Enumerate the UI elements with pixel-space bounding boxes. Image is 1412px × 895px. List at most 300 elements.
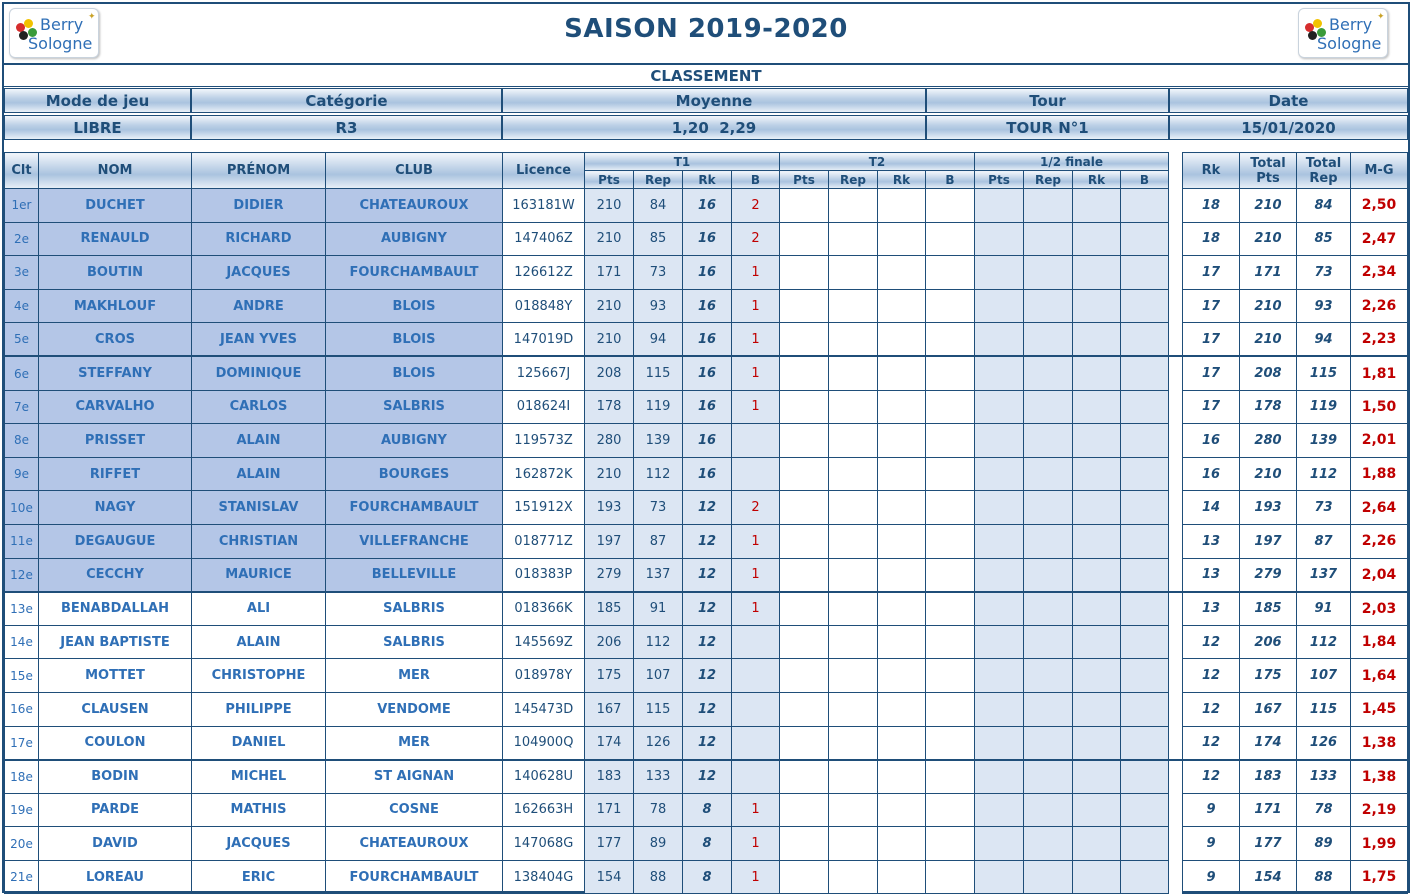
semi-pts-cell [975, 222, 1024, 256]
prenom-cell: ALAIN [192, 424, 326, 458]
value-tour: TOUR N°1 [926, 115, 1169, 140]
prenom-cell: ALAIN [192, 457, 326, 491]
club-cell: AUBIGNY [326, 424, 503, 458]
col-header-t1: T1 [585, 153, 780, 171]
t1-rep-cell: 107 [634, 659, 683, 693]
ranking-table [4, 152, 1408, 894]
prenom-cell: CHRISTOPHE [192, 659, 326, 693]
total-rep-cell: 94 [1297, 323, 1351, 357]
rank-cell: 7e [5, 390, 39, 424]
t2-pts-cell [780, 592, 829, 626]
mg-cell: 1,99 [1351, 827, 1408, 861]
t2-b-cell [926, 256, 975, 290]
semi-pts-cell [975, 827, 1024, 861]
prenom-cell: ANDRE [192, 289, 326, 323]
rank-cell: 19e [5, 793, 39, 827]
total-pts-cell: 279 [1240, 558, 1297, 592]
column-gap [1169, 860, 1183, 894]
semi-b-cell [1121, 793, 1169, 827]
label-moyenne: Moyenne [502, 88, 926, 113]
t2-rk-cell [878, 625, 926, 659]
label-categorie: Catégorie [191, 88, 502, 113]
semi-pts-cell [975, 491, 1024, 525]
licence-cell: 119573Z [503, 424, 585, 458]
total-pts-cell: 185 [1240, 592, 1297, 626]
t1-pts-cell: 171 [585, 256, 634, 290]
t2-rep-cell [829, 726, 878, 760]
t1-rep-cell: 88 [634, 860, 683, 894]
semi-b-cell [1121, 390, 1169, 424]
prenom-cell: DOMINIQUE [192, 356, 326, 390]
table-row [5, 692, 1408, 726]
total-rep-cell: 93 [1297, 289, 1351, 323]
col-header-t1-rk: Rk [683, 171, 732, 189]
club-cell: BLOIS [326, 356, 503, 390]
rank-cell: 9e [5, 457, 39, 491]
column-gap [1169, 289, 1183, 323]
club-cell: BLOIS [326, 323, 503, 357]
t1-rk-cell: 16 [683, 457, 732, 491]
nom-cell: LOREAU [39, 860, 192, 894]
col-header-t1-pts: Pts [585, 171, 634, 189]
mg-cell: 1,38 [1351, 760, 1408, 794]
t1-rk-cell: 12 [683, 760, 732, 794]
prenom-cell: RICHARD [192, 222, 326, 256]
semi-pts-cell [975, 860, 1024, 894]
table-row [5, 592, 1408, 626]
t1-pts-cell: 210 [585, 189, 634, 223]
t2-rep-cell [829, 760, 878, 794]
total-pts-cell: 183 [1240, 760, 1297, 794]
licence-cell: 018978Y [503, 659, 585, 693]
nom-cell: NAGY [39, 491, 192, 525]
prenom-cell: ALAIN [192, 625, 326, 659]
table-row [5, 760, 1408, 794]
t2-rk-cell [878, 457, 926, 491]
t2-b-cell [926, 659, 975, 693]
semi-rk-cell [1073, 256, 1121, 290]
rank-cell: 20e [5, 827, 39, 861]
column-gap [1169, 491, 1183, 525]
rank-cell: 6e [5, 356, 39, 390]
semi-rk-cell [1073, 760, 1121, 794]
table-row [5, 289, 1408, 323]
t2-pts-cell [780, 457, 829, 491]
club-cell: AUBIGNY [326, 222, 503, 256]
t1-rep-cell: 115 [634, 356, 683, 390]
club-cell: VILLEFRANCHE [326, 524, 503, 558]
mg-cell: 2,26 [1351, 289, 1408, 323]
t2-rk-cell [878, 491, 926, 525]
rk-total-cell: 12 [1183, 760, 1240, 794]
column-gap [1169, 726, 1183, 760]
semi-pts-cell [975, 289, 1024, 323]
t1-pts-cell: 175 [585, 659, 634, 693]
semi-b-cell [1121, 760, 1169, 794]
table-row [5, 189, 1408, 223]
semi-b-cell [1121, 323, 1169, 357]
mg-cell: 1,38 [1351, 726, 1408, 760]
semi-rk-cell [1073, 860, 1121, 894]
club-cell: FOURCHAMBAULT [326, 491, 503, 525]
semi-rk-cell [1073, 692, 1121, 726]
column-gap [1169, 424, 1183, 458]
rk-total-cell: 12 [1183, 659, 1240, 693]
total-pts-cell: 154 [1240, 860, 1297, 894]
t1-rep-cell: 139 [634, 424, 683, 458]
licence-cell: 018624I [503, 390, 585, 424]
semi-b-cell [1121, 659, 1169, 693]
club-cell: MER [326, 726, 503, 760]
total-pts-cell: 197 [1240, 524, 1297, 558]
t2-rep-cell [829, 323, 878, 357]
prenom-cell: JACQUES [192, 256, 326, 290]
t1-b-cell: 1 [732, 256, 780, 290]
column-gap [1169, 323, 1183, 357]
t2-rep-cell [829, 793, 878, 827]
berry-sologne-logo-left [9, 8, 99, 58]
semi-pts-cell [975, 659, 1024, 693]
semi-rep-cell [1024, 860, 1073, 894]
t1-b-cell: 2 [732, 189, 780, 223]
licence-cell: 018366K [503, 592, 585, 626]
total-rep-cell: 107 [1297, 659, 1351, 693]
club-cell: SALBRIS [326, 625, 503, 659]
prenom-cell: DANIEL [192, 726, 326, 760]
rk-total-cell: 9 [1183, 793, 1240, 827]
t1-rep-cell: 73 [634, 256, 683, 290]
licence-cell: 145473D [503, 692, 585, 726]
rank-cell: 13e [5, 592, 39, 626]
t2-pts-cell [780, 222, 829, 256]
t2-rep-cell [829, 356, 878, 390]
t2-rep-cell [829, 457, 878, 491]
value-date: 15/01/2020 [1169, 115, 1408, 140]
club-cell: BELLEVILLE [326, 558, 503, 592]
semi-rk-cell [1073, 524, 1121, 558]
semi-rep-cell [1024, 592, 1073, 626]
total-rep-cell: 73 [1297, 491, 1351, 525]
prenom-cell: ALI [192, 592, 326, 626]
t1-pts-cell: 210 [585, 222, 634, 256]
t1-b-cell: 1 [732, 592, 780, 626]
t2-rk-cell [878, 323, 926, 357]
t2-pts-cell [780, 491, 829, 525]
licence-cell: 147406Z [503, 222, 585, 256]
t2-rk-cell [878, 256, 926, 290]
section-title: CLASSEMENT [650, 67, 762, 85]
t1-b-cell: 1 [732, 390, 780, 424]
table-row [5, 793, 1408, 827]
semi-b-cell [1121, 827, 1169, 861]
t1-rep-cell: 137 [634, 558, 683, 592]
semi-rk-cell [1073, 289, 1121, 323]
logo-star-icon: ✦ [88, 12, 96, 22]
column-gap [1169, 827, 1183, 861]
semi-rk-cell [1073, 323, 1121, 357]
semi-rep-cell [1024, 793, 1073, 827]
t1-rk-cell: 16 [683, 289, 732, 323]
page-title: SAISON 2019-2020 [564, 14, 848, 44]
licence-cell: 151912X [503, 491, 585, 525]
nom-cell: BODIN [39, 760, 192, 794]
col-header-semi-finale: 1/2 finale [975, 153, 1169, 171]
club-cell: CHATEAUROUX [326, 189, 503, 223]
t1-rep-cell: 78 [634, 793, 683, 827]
total-rep-cell: 115 [1297, 692, 1351, 726]
t2-rk-cell [878, 390, 926, 424]
t2-pts-cell [780, 760, 829, 794]
rk-total-cell: 13 [1183, 558, 1240, 592]
semi-b-cell [1121, 491, 1169, 525]
t1-b-cell [732, 457, 780, 491]
table-row [5, 256, 1408, 290]
rk-total-cell: 17 [1183, 256, 1240, 290]
column-gap [1169, 793, 1183, 827]
logo-word-berry: Berry [1329, 15, 1373, 34]
nom-cell: DEGAUGUE [39, 524, 192, 558]
rk-total-cell: 9 [1183, 827, 1240, 861]
t2-pts-cell [780, 256, 829, 290]
t1-rep-cell: 126 [634, 726, 683, 760]
t2-rk-cell [878, 793, 926, 827]
t2-b-cell [926, 760, 975, 794]
value-categorie: R3 [191, 115, 502, 140]
t2-b-cell [926, 457, 975, 491]
col-header-clt: Clt [5, 153, 39, 189]
total-pts-cell: 210 [1240, 289, 1297, 323]
semi-b-cell [1121, 625, 1169, 659]
club-cell: FOURCHAMBAULT [326, 860, 503, 894]
total-rep-cell: 73 [1297, 256, 1351, 290]
nom-cell: COULON [39, 726, 192, 760]
table-row [5, 390, 1408, 424]
t1-rep-cell: 84 [634, 189, 683, 223]
total-rep-cell: 115 [1297, 356, 1351, 390]
column-gap [1169, 760, 1183, 794]
rank-cell: 8e [5, 424, 39, 458]
t2-b-cell [926, 692, 975, 726]
total-rep-cell: 88 [1297, 860, 1351, 894]
t2-pts-cell [780, 356, 829, 390]
t2-b-cell [926, 189, 975, 223]
semi-rep-cell [1024, 726, 1073, 760]
mg-cell: 2,34 [1351, 256, 1408, 290]
licence-cell: 147019D [503, 323, 585, 357]
licence-cell: 145569Z [503, 625, 585, 659]
semi-rep-cell [1024, 189, 1073, 223]
total-pts-cell: 171 [1240, 793, 1297, 827]
t2-pts-cell [780, 390, 829, 424]
total-pts-cell: 210 [1240, 222, 1297, 256]
semi-b-cell [1121, 860, 1169, 894]
semi-rep-cell [1024, 524, 1073, 558]
t2-b-cell [926, 356, 975, 390]
total-pts-cell: 175 [1240, 659, 1297, 693]
t2-b-cell [926, 592, 975, 626]
prenom-cell: JACQUES [192, 827, 326, 861]
t2-pts-cell [780, 625, 829, 659]
t2-rep-cell [829, 692, 878, 726]
t2-b-cell [926, 390, 975, 424]
nom-cell: PRISSET [39, 424, 192, 458]
t2-rk-cell [878, 760, 926, 794]
nom-cell: STEFFANY [39, 356, 192, 390]
t1-rk-cell: 16 [683, 189, 732, 223]
total-pts-cell: 208 [1240, 356, 1297, 390]
rk-total-cell: 17 [1183, 323, 1240, 357]
column-gap [1169, 356, 1183, 390]
t1-rep-cell: 133 [634, 760, 683, 794]
semi-rk-cell [1073, 659, 1121, 693]
semi-b-cell [1121, 457, 1169, 491]
col-header-t1-b: B [732, 171, 780, 189]
rk-total-cell: 16 [1183, 424, 1240, 458]
total-rep-cell: 85 [1297, 222, 1351, 256]
t1-pts-cell: 174 [585, 726, 634, 760]
col-header-t2: T2 [780, 153, 975, 171]
semi-rk-cell [1073, 189, 1121, 223]
t2-b-cell [926, 558, 975, 592]
table-row [5, 860, 1408, 894]
semi-pts-cell [975, 390, 1024, 424]
t2-pts-cell [780, 323, 829, 357]
table-row [5, 323, 1408, 357]
t1-rk-cell: 8 [683, 860, 732, 894]
semi-rep-cell [1024, 457, 1073, 491]
semi-pts-cell [975, 256, 1024, 290]
club-cell: VENDOME [326, 692, 503, 726]
t2-rep-cell [829, 390, 878, 424]
t2-b-cell [926, 625, 975, 659]
col-header-licence: Licence [503, 153, 585, 189]
semi-rk-cell [1073, 625, 1121, 659]
rank-cell: 2e [5, 222, 39, 256]
rk-total-cell: 17 [1183, 390, 1240, 424]
column-gap [1169, 558, 1183, 592]
t2-rep-cell [829, 222, 878, 256]
t2-rep-cell [829, 592, 878, 626]
t1-rep-cell: 94 [634, 323, 683, 357]
t1-rk-cell: 16 [683, 390, 732, 424]
nom-cell: PARDE [39, 793, 192, 827]
total-rep-cell: 112 [1297, 457, 1351, 491]
t1-b-cell: 1 [732, 323, 780, 357]
t1-rk-cell: 12 [683, 659, 732, 693]
t2-rep-cell [829, 860, 878, 894]
t1-rep-cell: 112 [634, 625, 683, 659]
semi-rep-cell [1024, 760, 1073, 794]
t2-rep-cell [829, 256, 878, 290]
t2-rk-cell [878, 356, 926, 390]
mg-cell: 2,26 [1351, 524, 1408, 558]
club-cell: BLOIS [326, 289, 503, 323]
t2-rk-cell [878, 659, 926, 693]
col-header-t2-pts: Pts [780, 171, 829, 189]
t1-pts-cell: 210 [585, 289, 634, 323]
t1-b-cell: 1 [732, 524, 780, 558]
rank-cell: 4e [5, 289, 39, 323]
nom-cell: CROS [39, 323, 192, 357]
semi-rep-cell [1024, 256, 1073, 290]
semi-b-cell [1121, 524, 1169, 558]
licence-cell: 104900Q [503, 726, 585, 760]
licence-cell: 126612Z [503, 256, 585, 290]
licence-cell: 147068G [503, 827, 585, 861]
prenom-cell: MAURICE [192, 558, 326, 592]
nom-cell: RENAULD [39, 222, 192, 256]
t1-rep-cell: 115 [634, 692, 683, 726]
mg-cell: 1,81 [1351, 356, 1408, 390]
t2-b-cell [926, 524, 975, 558]
t1-pts-cell: 206 [585, 625, 634, 659]
semi-pts-cell [975, 189, 1024, 223]
total-rep-cell: 78 [1297, 793, 1351, 827]
semi-rk-cell [1073, 356, 1121, 390]
t1-rk-cell: 12 [683, 524, 732, 558]
label-date: Date [1169, 88, 1408, 113]
berry-sologne-logo-right [1298, 8, 1388, 58]
total-pts-cell: 177 [1240, 827, 1297, 861]
licence-cell: 162663H [503, 793, 585, 827]
t2-pts-cell [780, 692, 829, 726]
semi-rk-cell [1073, 827, 1121, 861]
t2-rk-cell [878, 222, 926, 256]
semi-pts-cell [975, 726, 1024, 760]
t2-b-cell [926, 222, 975, 256]
t1-pts-cell: 183 [585, 760, 634, 794]
t2-b-cell [926, 289, 975, 323]
column-gap [1169, 390, 1183, 424]
total-pts-cell: 178 [1240, 390, 1297, 424]
col-header-semi-rep: Rep [1024, 171, 1073, 189]
semi-pts-cell [975, 592, 1024, 626]
t1-rep-cell: 89 [634, 827, 683, 861]
t1-b-cell: 2 [732, 491, 780, 525]
rk-total-cell: 12 [1183, 692, 1240, 726]
semi-rep-cell [1024, 323, 1073, 357]
table-row [5, 524, 1408, 558]
prenom-cell: MICHEL [192, 760, 326, 794]
semi-pts-cell [975, 356, 1024, 390]
t1-pts-cell: 208 [585, 356, 634, 390]
col-header-total-pts: Total Pts [1240, 153, 1297, 189]
table-row [5, 726, 1408, 760]
semi-rk-cell [1073, 491, 1121, 525]
t2-rk-cell [878, 726, 926, 760]
logo-word-berry: Berry [40, 15, 84, 34]
col-header-total-rep: Total Rep [1297, 153, 1351, 189]
nom-cell: RIFFET [39, 457, 192, 491]
mg-cell: 2,50 [1351, 189, 1408, 223]
col-header-prenom: PRÉNOM [192, 153, 326, 189]
t1-rk-cell: 12 [683, 692, 732, 726]
t1-rep-cell: 112 [634, 457, 683, 491]
semi-rep-cell [1024, 692, 1073, 726]
mg-cell: 2,47 [1351, 222, 1408, 256]
prenom-cell: STANISLAV [192, 491, 326, 525]
t1-rk-cell: 16 [683, 323, 732, 357]
total-rep-cell: 133 [1297, 760, 1351, 794]
col-header-rk-total: Rk [1183, 153, 1240, 189]
t2-b-cell [926, 827, 975, 861]
nom-cell: CECCHY [39, 558, 192, 592]
total-rep-cell: 126 [1297, 726, 1351, 760]
mg-cell: 1,64 [1351, 659, 1408, 693]
t1-rk-cell: 12 [683, 592, 732, 626]
table-row [5, 625, 1408, 659]
prenom-cell: MATHIS [192, 793, 326, 827]
